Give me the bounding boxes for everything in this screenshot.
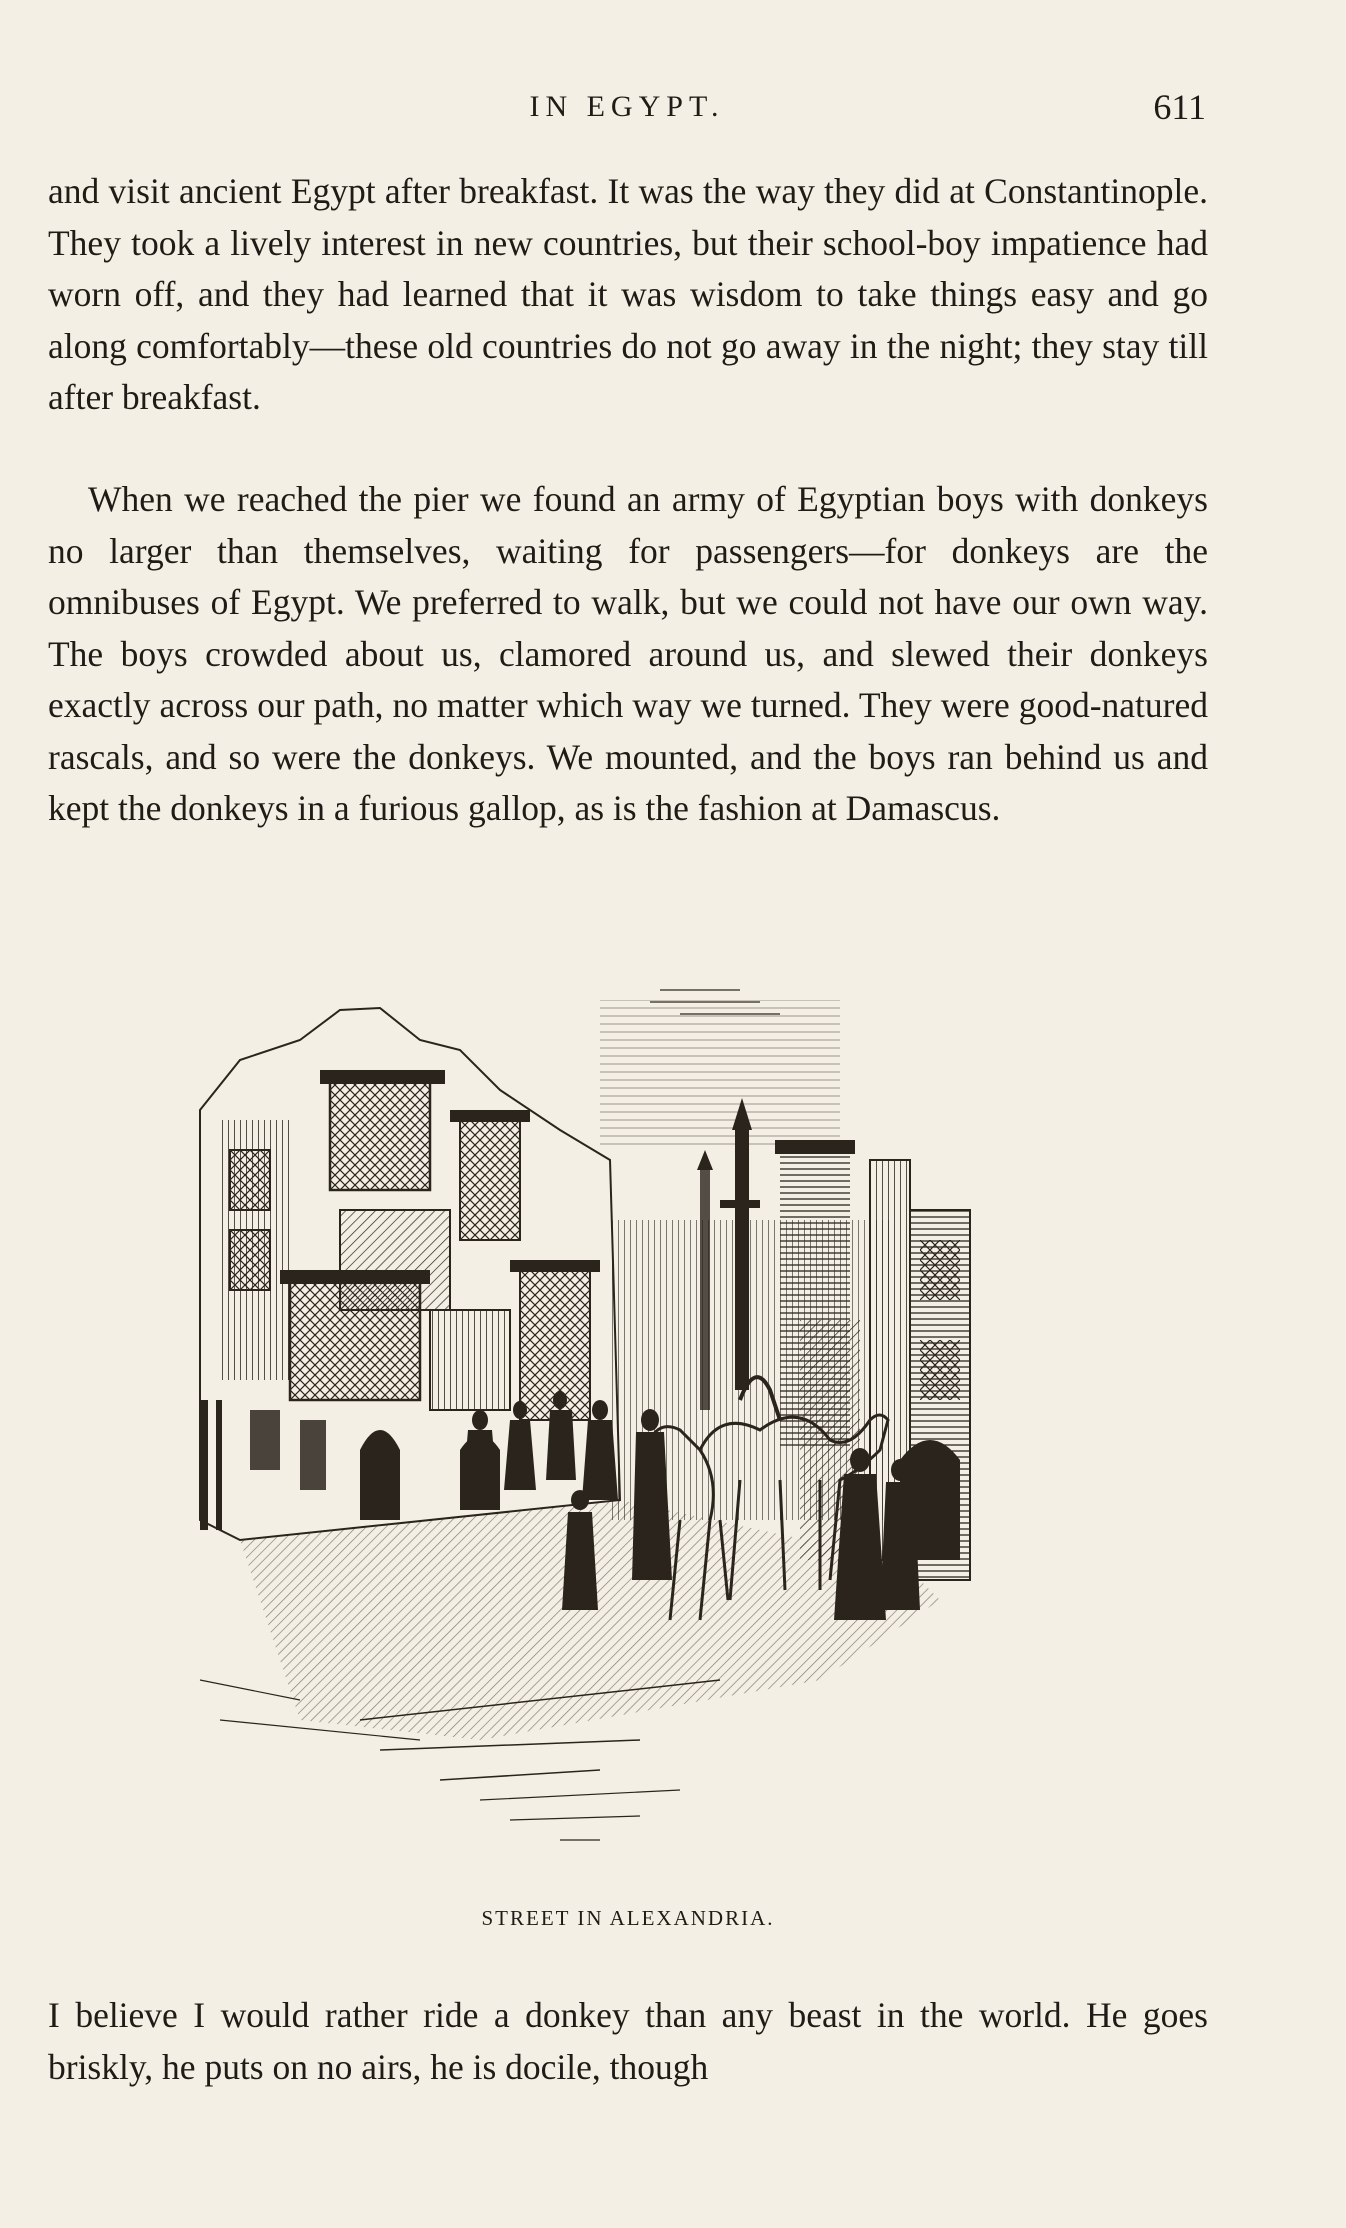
paragraph-1: and visit ancient Egypt after breakfast. It was the way they did at Constantinople. They took a lively interest in new countries, but their school-boy impatience had worn off, and they had learned that it was wisdom to take things easy and go along comfortably—these old countries do not go away in the night; they stay till after breakfast. bbox=[48, 171, 1208, 417]
running-title: IN EGYPT. bbox=[529, 90, 725, 123]
paragraph-3: I believe I would rather ride a donkey than any beast in the world. He goes briskly, he puts on no airs, he is docile, though bbox=[48, 1995, 1208, 2087]
paragraph-2: When we reached the pier we found an army of Egyptian boys with donkeys no larger than themselves, waiting for passengers—for donkeys are the omnibuses of Egypt. We preferred to walk, but we could not have our own way. The boys crowded about us, clamored around us, and slewed their donkeys exactly across our path, no matter which way we turned. They were good-natured rascals, and so were the donkeys. We mounted, and the boys ran behind us and kept the donkeys in a furious gallop, as is the fashion at Damascus. bbox=[48, 479, 1208, 828]
engraving-drawing bbox=[180, 980, 1080, 1870]
sky-hatching bbox=[600, 990, 840, 1150]
figure-caption: STREET IN ALEXANDRIA. bbox=[481, 1906, 775, 1930]
engraving-street-illustration bbox=[180, 980, 1080, 1870]
running-head bbox=[48, 86, 1206, 130]
page-number: 611 bbox=[1153, 87, 1206, 127]
